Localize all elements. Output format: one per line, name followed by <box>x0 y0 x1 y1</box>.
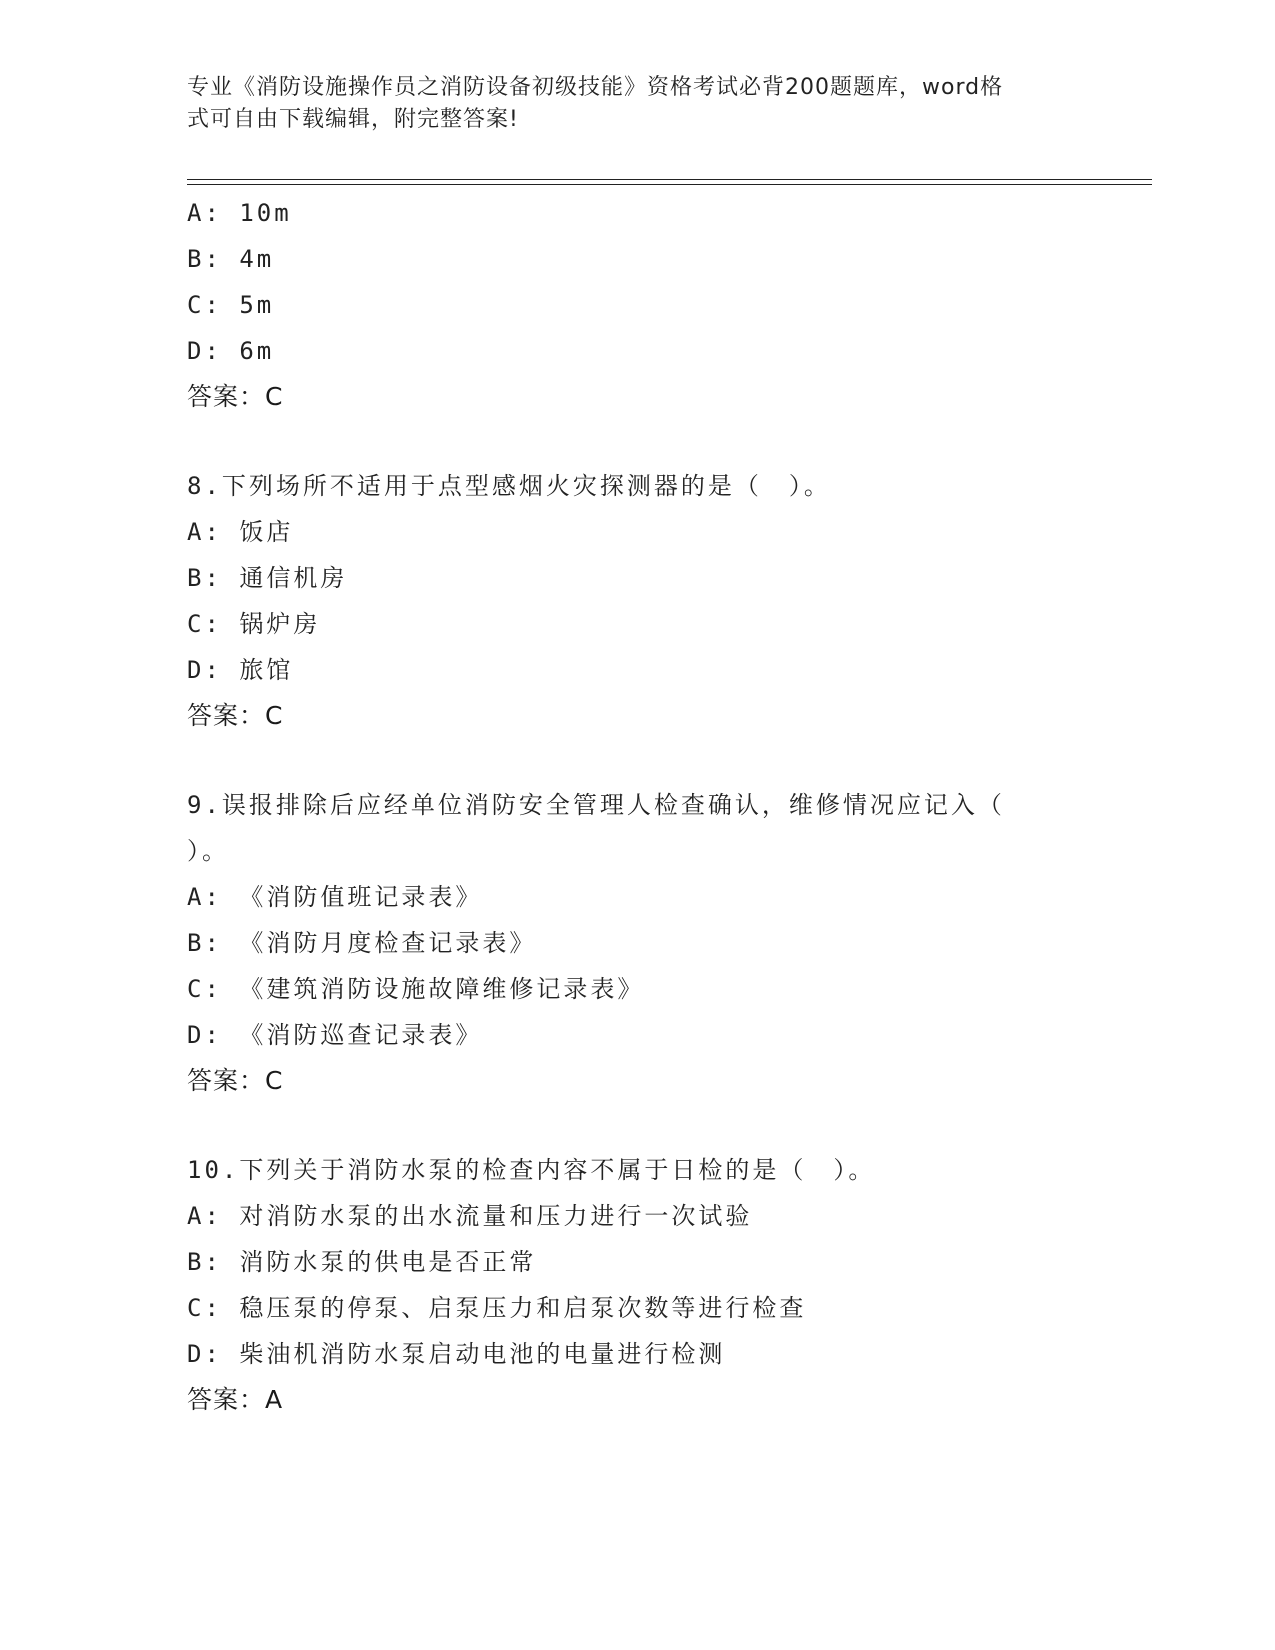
option-a: A: 10m <box>187 199 292 227</box>
option-a: A: 饭店 <box>187 518 294 546</box>
question-stem-line-2: ）。 <box>187 837 229 865</box>
question-9 <box>187 782 1087 1104</box>
option-c: C: 锅炉房 <box>187 610 321 638</box>
option-c: C: 《建筑消防设施故障维修记录表》 <box>187 975 645 1003</box>
header-title-line-1: 专业《消防设施操作员之消防设备初级技能》资格考试必背200题题库，word格 <box>187 75 1004 100</box>
question-stem: 8.下列场所不适用于点型感烟火灾探测器的是（ ）。 <box>187 472 831 500</box>
option-b: B: 4m <box>187 245 275 273</box>
question-stem: 10.下列关于消防水泵的检查内容不属于日检的是（ ）。 <box>187 1156 876 1184</box>
option-c: C: 稳压泵的停泵、启泵压力和启泵次数等进行检查 <box>187 1294 807 1322</box>
option-a: A: 对消防水泵的出水流量和压力进行一次试验 <box>187 1202 753 1230</box>
question-7 <box>187 190 1087 420</box>
header-divider-bottom <box>187 184 1152 185</box>
question-8 <box>187 463 1087 739</box>
option-d: D: 6m <box>187 337 275 365</box>
question-list <box>187 190 1087 1423</box>
header-title-line-2: 式可自由下载编辑，附完整答案! <box>187 107 519 132</box>
question-stem-line-1: 9.误报排除后应经单位消防安全管理人检查确认，维修情况应记入（ <box>187 791 1005 819</box>
option-c: C: 5m <box>187 291 275 319</box>
option-b: B: 《消防月度检查记录表》 <box>187 929 537 957</box>
answer: 答案：C <box>187 382 284 411</box>
option-a: A: 《消防值班记录表》 <box>187 883 483 911</box>
document-header <box>187 72 1067 136</box>
header-divider-top <box>187 179 1152 180</box>
option-d: D: 柴油机消防水泵启动电池的电量进行检测 <box>187 1340 726 1368</box>
option-b: B: 消防水泵的供电是否正常 <box>187 1248 537 1276</box>
option-b: B: 通信机房 <box>187 564 348 592</box>
answer: 答案：C <box>187 701 284 730</box>
question-10 <box>187 1147 1087 1423</box>
option-d: D: 旅馆 <box>187 656 294 684</box>
answer: 答案：C <box>187 1066 284 1095</box>
option-d: D: 《消防巡查记录表》 <box>187 1021 483 1049</box>
answer: 答案：A <box>187 1385 284 1414</box>
